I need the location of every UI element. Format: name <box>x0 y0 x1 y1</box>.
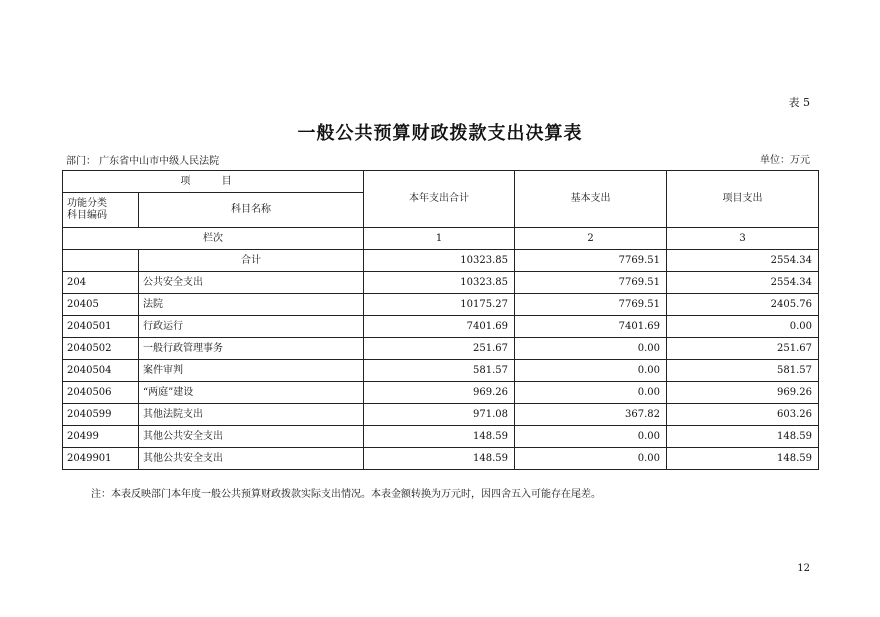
table-row <box>63 448 819 470</box>
row-code: 2040504 <box>63 360 139 382</box>
table-row <box>63 316 819 338</box>
header-total: 本年支出合计 <box>364 171 515 228</box>
row-name: 案件审判 <box>139 360 364 382</box>
row-name: “两庭”建设 <box>139 382 364 404</box>
header-item: 项 目 <box>63 171 364 193</box>
row-basic: 0.00 <box>515 448 667 470</box>
table-row <box>63 382 819 404</box>
row-code: 2040502 <box>63 338 139 360</box>
row-name: 公共安全支出 <box>139 272 364 294</box>
row-code: 2040599 <box>63 404 139 426</box>
row-total: 969.26 <box>364 382 515 404</box>
row-name: 其他公共安全支出 <box>139 448 364 470</box>
header-name: 科目名称 <box>139 193 364 228</box>
total-sum: 10323.85 <box>364 250 515 272</box>
row-basic: 0.00 <box>515 382 667 404</box>
index-2: 2 <box>515 228 667 250</box>
row-code: 2040506 <box>63 382 139 404</box>
total-basic: 7769.51 <box>515 250 667 272</box>
table-row <box>63 360 819 382</box>
row-project: 251.67 <box>667 338 819 360</box>
row-project: 581.57 <box>667 360 819 382</box>
row-code: 2040501 <box>63 316 139 338</box>
total-code-cell <box>63 250 139 272</box>
budget-table <box>62 170 819 470</box>
header-project: 项目支出 <box>667 171 819 228</box>
row-project: 148.59 <box>667 426 819 448</box>
row-name: 一般行政管理事务 <box>139 338 364 360</box>
row-basic: 0.00 <box>515 426 667 448</box>
row-basic: 7769.51 <box>515 294 667 316</box>
total-label: 合计 <box>139 250 364 272</box>
table-row <box>63 338 819 360</box>
table-row <box>63 272 819 294</box>
row-total: 581.57 <box>364 360 515 382</box>
row-project: 148.59 <box>667 448 819 470</box>
row-basic: 7401.69 <box>515 316 667 338</box>
row-total: 251.67 <box>364 338 515 360</box>
row-name: 法院 <box>139 294 364 316</box>
row-basic: 0.00 <box>515 338 667 360</box>
row-code: 20405 <box>63 294 139 316</box>
index-label: 栏次 <box>63 228 364 250</box>
page-title: 一般公共预算财政拨款支出决算表 <box>297 123 583 144</box>
table-row <box>63 426 819 448</box>
row-project: 2405.76 <box>667 294 819 316</box>
header-code: 功能分类 科目编码 <box>63 193 139 228</box>
table-number: 表 5 <box>788 96 810 109</box>
table-row <box>63 294 819 316</box>
total-row <box>63 250 819 272</box>
row-project: 603.26 <box>667 404 819 426</box>
table-row <box>63 404 819 426</box>
row-name: 行政运行 <box>139 316 364 338</box>
unit-label: 单位：万元 <box>760 155 810 166</box>
row-code: 2049901 <box>63 448 139 470</box>
total-project: 2554.34 <box>667 250 819 272</box>
row-project: 2554.34 <box>667 272 819 294</box>
row-total: 148.59 <box>364 426 515 448</box>
row-total: 10175.27 <box>364 294 515 316</box>
row-total: 148.59 <box>364 448 515 470</box>
row-basic: 367.82 <box>515 404 667 426</box>
row-code: 204 <box>63 272 139 294</box>
header-basic: 基本支出 <box>515 171 667 228</box>
row-basic: 7769.51 <box>515 272 667 294</box>
row-total: 971.08 <box>364 404 515 426</box>
page-number: 12 <box>797 563 810 574</box>
footnote: 注：本表反映部门本年度一般公共预算财政拨款实际支出情况。本表金额转换为万元时，因四舍五入可能存在尾差。 <box>91 489 601 500</box>
row-project: 969.26 <box>667 382 819 404</box>
row-code: 20499 <box>63 426 139 448</box>
row-name: 其他公共安全支出 <box>139 426 364 448</box>
row-total: 7401.69 <box>364 316 515 338</box>
index-row <box>63 228 819 250</box>
index-3: 3 <box>667 228 819 250</box>
row-project: 0.00 <box>667 316 819 338</box>
row-basic: 0.00 <box>515 360 667 382</box>
index-1: 1 <box>364 228 515 250</box>
header-row <box>63 171 819 193</box>
row-name: 其他法院支出 <box>139 404 364 426</box>
row-total: 10323.85 <box>364 272 515 294</box>
department-label: 部门： 广东省中山市中级人民法院 <box>66 156 220 167</box>
